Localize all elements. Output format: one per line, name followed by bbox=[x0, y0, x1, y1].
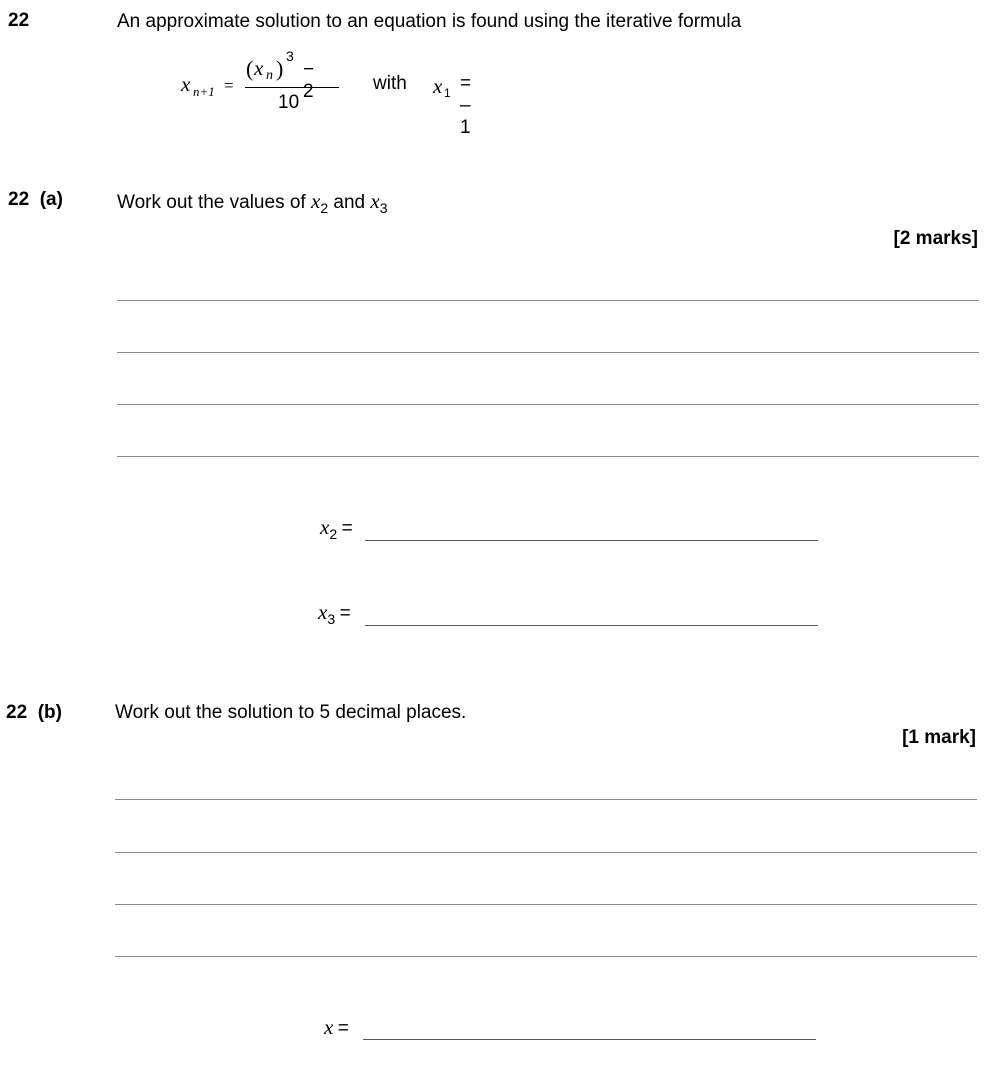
formula-equals: = bbox=[224, 76, 234, 95]
answer-x-eq: = bbox=[337, 1018, 349, 1039]
answer-x3-label bbox=[318, 600, 351, 625]
part-a-marks: [2 marks] bbox=[893, 228, 978, 249]
part-a-var1: x bbox=[310, 189, 321, 213]
formula-with: with bbox=[373, 73, 407, 94]
answer-x3-sub: 3 bbox=[327, 611, 336, 627]
question-intro: An approximate solution to an equation is found using the iterative formula bbox=[117, 11, 742, 32]
part-b-marks: [1 mark] bbox=[902, 727, 976, 748]
formula-num-var: x bbox=[254, 56, 264, 80]
working-line[interactable] bbox=[115, 904, 977, 905]
answer-x2-sub: 2 bbox=[329, 526, 338, 542]
formula-num-rest: − 2 bbox=[303, 59, 315, 102]
working-line[interactable] bbox=[117, 352, 979, 353]
formula-num-open: ( bbox=[246, 56, 254, 81]
part-a-and: and bbox=[333, 192, 366, 213]
working-line[interactable] bbox=[117, 300, 979, 301]
answer-x2-eq: = bbox=[341, 518, 353, 539]
formula-num-close: ) bbox=[276, 56, 284, 81]
formula-power: 3 bbox=[286, 48, 294, 64]
working-line[interactable] bbox=[117, 404, 979, 405]
fraction-bar bbox=[245, 87, 339, 88]
part-b-label: 22 (b) bbox=[6, 702, 62, 723]
question-number: 22 bbox=[8, 10, 30, 31]
working-line[interactable] bbox=[117, 456, 979, 457]
answer-x-line[interactable] bbox=[363, 1039, 816, 1040]
answer-x-label bbox=[324, 1015, 349, 1040]
part-a-var1-sub: 2 bbox=[320, 200, 329, 216]
answer-x2-line[interactable] bbox=[365, 540, 818, 541]
formula-lhs-var: x bbox=[181, 72, 191, 96]
formula-num-sub: n bbox=[266, 68, 273, 83]
working-line[interactable] bbox=[115, 799, 977, 800]
formula-init-sub: 1 bbox=[444, 86, 451, 100]
formula-init-var: x bbox=[433, 74, 443, 98]
answer-x3-var: x bbox=[318, 600, 328, 624]
part-a-var2-sub: 3 bbox=[379, 200, 388, 216]
answer-x2-var: x bbox=[320, 515, 330, 539]
formula-denominator: 10 bbox=[278, 92, 300, 113]
answer-x2-label bbox=[320, 515, 353, 540]
formula-lhs-sub: n+1 bbox=[193, 84, 215, 99]
part-a-text: Work out the values of bbox=[117, 192, 306, 213]
part-a-label: 22 (a) bbox=[8, 189, 63, 210]
part-a-question bbox=[117, 189, 388, 214]
part-b-question: Work out the solution to 5 decimal places. bbox=[115, 702, 467, 723]
working-line[interactable] bbox=[115, 956, 977, 957]
answer-x-var: x bbox=[324, 1015, 334, 1039]
formula-init-value: = –1 bbox=[460, 73, 472, 138]
working-line[interactable] bbox=[115, 852, 977, 853]
answer-x3-eq: = bbox=[339, 603, 351, 624]
answer-x3-line[interactable] bbox=[365, 625, 818, 626]
part-a-var2: x bbox=[370, 189, 380, 213]
